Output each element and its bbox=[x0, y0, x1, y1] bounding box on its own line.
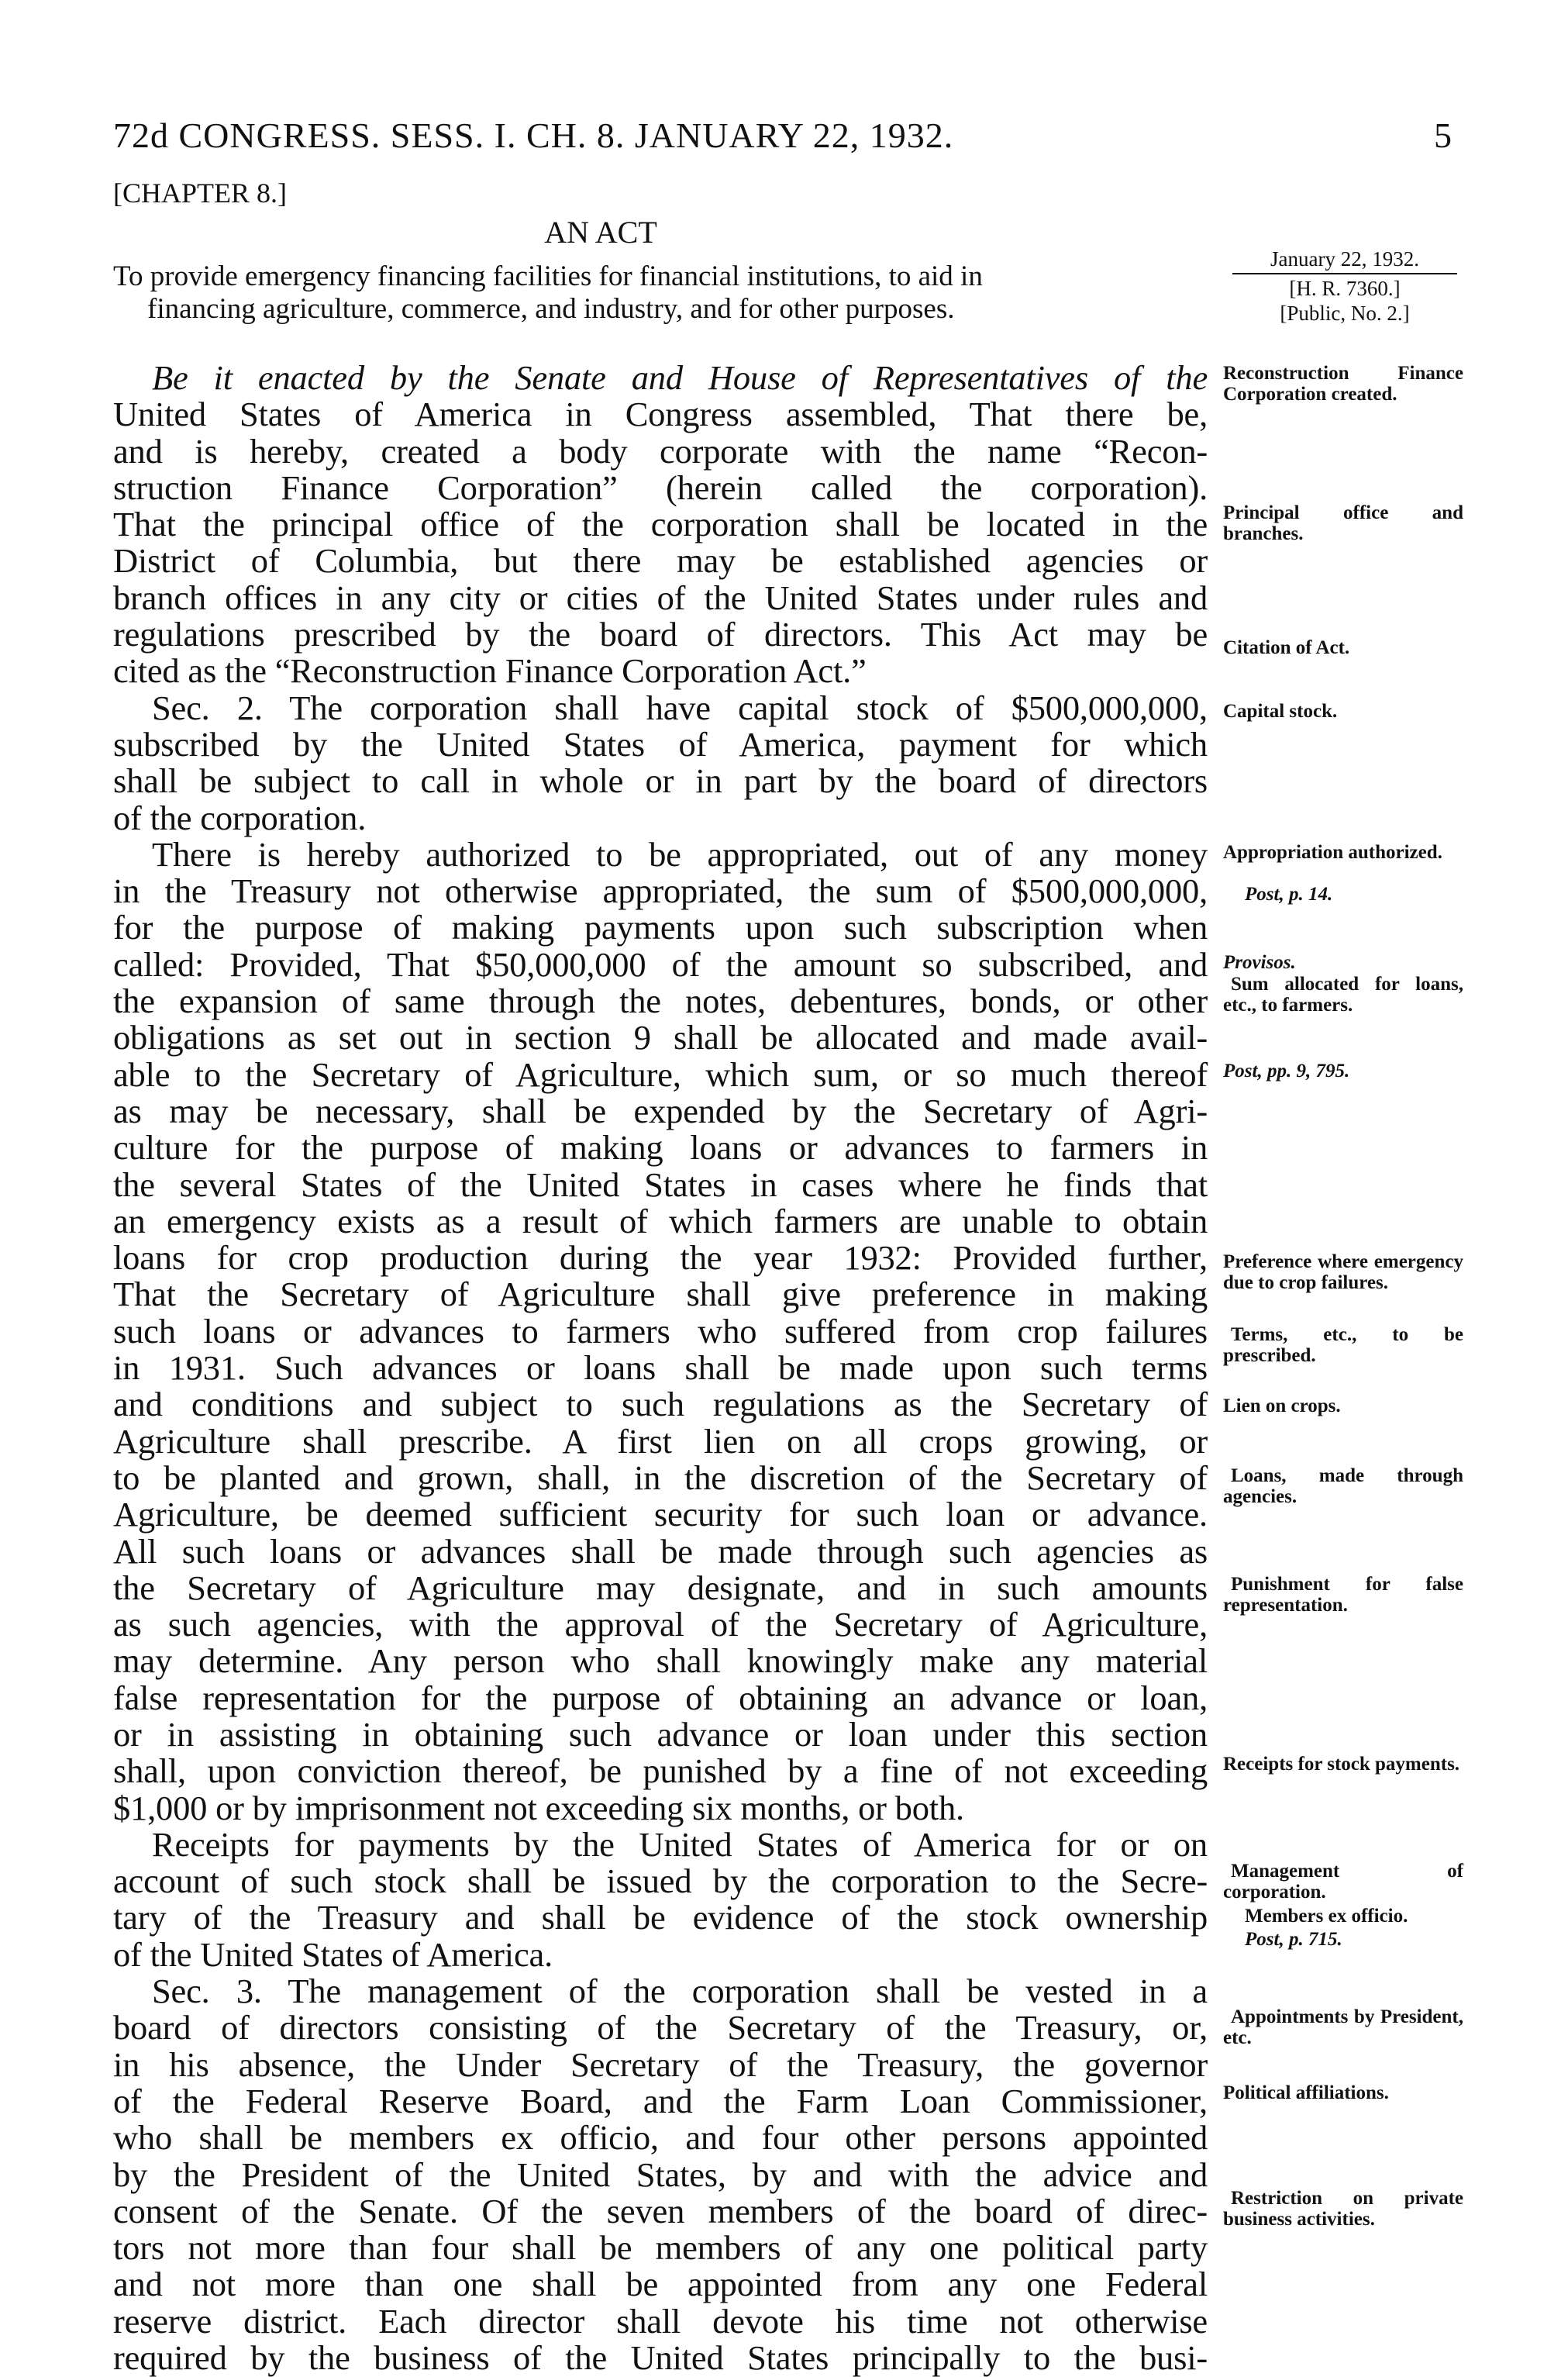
running-header: 72d CONGRESS. SESS. I. CH. 8. JANUARY 22, 1932. bbox=[113, 116, 954, 155]
text-line: in his absence, the Under Secretary of the Treasury, the governor bbox=[113, 2044, 1208, 2084]
text-line: or in assisting in obtaining such advance or loan under this section bbox=[113, 1714, 1208, 1754]
text-line: of the United States of America. bbox=[113, 1934, 553, 1974]
text-line: Be it enacted by the Senate and House of Representatives of the bbox=[152, 358, 1208, 397]
margin-note: Appointments by President, etc. bbox=[1223, 2006, 1463, 2048]
text-line: may determine. Any person who shall knowingly make any material bbox=[113, 1641, 1208, 1681]
page-number: 5 bbox=[1434, 116, 1453, 155]
act-body bbox=[113, 360, 1208, 2376]
text-line: obligations as set out in section 9 shall be allocated and made avail- bbox=[113, 1018, 1208, 1057]
text-line: for the purpose of making payments upon such subscription when bbox=[113, 908, 1208, 947]
text-line: subscribed by the United States of America, payment for which bbox=[113, 724, 1208, 764]
text-line: an emergency exists as a result of which farmers are unable to obtain bbox=[113, 1201, 1208, 1240]
text-line: of the Federal Reserve Board, and the Farm Loan Commissioner, bbox=[113, 2081, 1208, 2120]
margin-note: Post, p. 14. bbox=[1245, 884, 1333, 905]
bill-number: [H. R. 7360.] bbox=[1289, 277, 1401, 300]
text-line: to be planted and grown, shall, in the discretion of the Secretary of bbox=[113, 1458, 1208, 1497]
text-line: All such loans or advances shall be made through such agencies as bbox=[113, 1531, 1208, 1571]
text-line: and conditions and subject to such regulations as the Secretary of bbox=[113, 1385, 1208, 1424]
margin-note: Management of corporation. bbox=[1223, 1861, 1463, 1903]
margin-note: Sum allocated for loans, etc., to farmers. bbox=[1223, 974, 1463, 1016]
margin-note: Capital stock. bbox=[1223, 701, 1338, 722]
text-line: struction Finance Corporation” (herein called the corporation). bbox=[113, 467, 1208, 507]
bill-public-law: [Public, No. 2.] bbox=[1280, 302, 1410, 325]
margin-note: Post, pp. 9, 795. bbox=[1223, 1061, 1350, 1082]
text-line: false representation for the purpose of obtaining an advance or loan, bbox=[113, 1678, 1208, 1717]
text-line: required by the business of the United States principally to the busi- bbox=[113, 2338, 1208, 2377]
text-line: Sec. 3. The management of the corporation shall be vested in a bbox=[152, 1972, 1208, 2011]
text-line: Agriculture shall prescribe. A first lien on all crops growing, or bbox=[113, 1421, 1208, 1461]
text-line: consent of the Senate. Of the seven members of the board of direc- bbox=[113, 2191, 1208, 2230]
text-line: called: Provided, That $50,000,000 of the amount so subscribed, and bbox=[113, 944, 1208, 984]
margin-note: Citation of Act. bbox=[1223, 637, 1350, 658]
text-line: who shall be members ex officio, and four other persons appointed bbox=[113, 2118, 1208, 2158]
text-line: loans for crop production during the year 1932: Provided further, bbox=[113, 1238, 1208, 1278]
margin-note: Members ex officio. bbox=[1245, 1906, 1408, 1927]
margin-note: Lien on crops. bbox=[1223, 1395, 1341, 1416]
text-line: the several States of the United States in cases where he finds that bbox=[113, 1164, 1208, 1204]
margin-note: Provisos. bbox=[1223, 952, 1296, 973]
text-line: able to the Secretary of Agriculture, which sum, or so much thereof bbox=[113, 1054, 1208, 1094]
bill-info bbox=[1232, 247, 1457, 326]
text-line: Agriculture, be deemed sufficient security for such loan or advance. bbox=[113, 1495, 1208, 1534]
margin-note: Post, p. 715. bbox=[1245, 1929, 1342, 1950]
text-line: of the corporation. bbox=[113, 798, 367, 837]
margin-note: Loans, made through agencies. bbox=[1223, 1465, 1463, 1507]
text-line: in the Treasury not otherwise appropriated, the sum of $500,000,000, bbox=[113, 871, 1208, 911]
purpose-line: To provide emergency financing facilities for financial institutions, to aid in bbox=[113, 260, 983, 292]
act-title: AN ACT bbox=[544, 215, 657, 250]
text-line: the Secretary of Agriculture may designate, and in such amounts bbox=[113, 1568, 1208, 1607]
text-line: shall, upon conviction thereof, be punished by a fine of not exceeding bbox=[113, 1751, 1208, 1791]
margin-note: Restriction on private business activities. bbox=[1223, 2188, 1463, 2230]
text-line: as such agencies, with the approval of the Secretary of Agriculture, bbox=[113, 1605, 1208, 1644]
margin-note: Principal office and branches. bbox=[1223, 502, 1463, 544]
text-line: That the principal office of the corporation shall be located in the bbox=[113, 505, 1208, 544]
margin-note: Receipts for stock payments. bbox=[1223, 1754, 1460, 1775]
text-line: reserve district. Each director shall devote his time not otherwise bbox=[113, 2301, 1208, 2341]
text-line: in 1931. Such advances or loans shall be made upon such terms bbox=[113, 1348, 1208, 1388]
bill-date: January 22, 1932. bbox=[1270, 247, 1419, 271]
text-line: the expansion of same through the notes, debentures, bonds, or other bbox=[113, 982, 1208, 1021]
margin-note: Preference where emergency due to crop failures. bbox=[1223, 1251, 1463, 1293]
text-line: culture for the purpose of making loans or advances to farmers in bbox=[113, 1128, 1208, 1168]
text-line: and not more than one shall be appointed from any one Federal bbox=[113, 2265, 1208, 2304]
bill-rule bbox=[1232, 273, 1457, 274]
text-line: regulations prescribed by the board of directors. This Act may be bbox=[113, 615, 1208, 654]
text-line: tors not more than four shall be members of any one political party bbox=[113, 2228, 1208, 2268]
margin-note: Appropriation authorized. bbox=[1223, 842, 1442, 863]
text-line: United States of America in Congress assembled, That there be, bbox=[113, 395, 1208, 434]
text-line: account of such stock shall be issued by the corporation to the Secre- bbox=[113, 1861, 1208, 1901]
text-line: cited as the “Reconstruction Finance Corporation Act.” bbox=[113, 651, 867, 691]
margin-note: Terms, etc., to be prescribed. bbox=[1223, 1324, 1463, 1366]
text-line: Receipts for payments by the United States of America for or on bbox=[152, 1824, 1208, 1864]
text-line: branch offices in any city or cities of the United States under rules and bbox=[113, 578, 1208, 617]
text-line: and is hereby, created a body corporate with the name “Recon- bbox=[113, 431, 1208, 471]
text-line: by the President of the United States, by and with the advice and bbox=[113, 2154, 1208, 2194]
text-line: There is hereby authorized to be appropriated, out of any money bbox=[152, 834, 1208, 874]
text-line: District of Columbia, but there may be established agencies or bbox=[113, 541, 1208, 581]
act-purpose bbox=[113, 260, 1208, 326]
text-line: $1,000 or by imprisonment not exceeding six months, or both. bbox=[113, 1788, 964, 1827]
text-line: That the Secretary of Agriculture shall give preference in making bbox=[113, 1275, 1208, 1314]
margin-note: Reconstruction Finance Corporation created. bbox=[1223, 363, 1463, 405]
text-line: shall be subject to call in whole or in part by the board of directors bbox=[113, 761, 1208, 801]
text-line: Sec. 2. The corporation shall have capital stock of $500,000,000, bbox=[152, 688, 1208, 727]
margin-note: Punishment for false representation. bbox=[1223, 1574, 1463, 1616]
chapter-label: [CHAPTER 8.] bbox=[113, 178, 287, 209]
text-line: board of directors consisting of the Secretary of the Treasury, or, bbox=[113, 2008, 1208, 2048]
purpose-line: financing agriculture, commerce, and industry, and for other purposes. bbox=[147, 293, 955, 325]
text-line: as may be necessary, shall be expended by the Secretary of Agri- bbox=[113, 1091, 1208, 1130]
margin-note: Political affiliations. bbox=[1223, 2082, 1389, 2103]
text-line: such loans or advances to farmers who suffered from crop failures bbox=[113, 1311, 1208, 1351]
text-line: tary of the Treasury and shall be evidence of the stock ownership bbox=[113, 1898, 1208, 1937]
